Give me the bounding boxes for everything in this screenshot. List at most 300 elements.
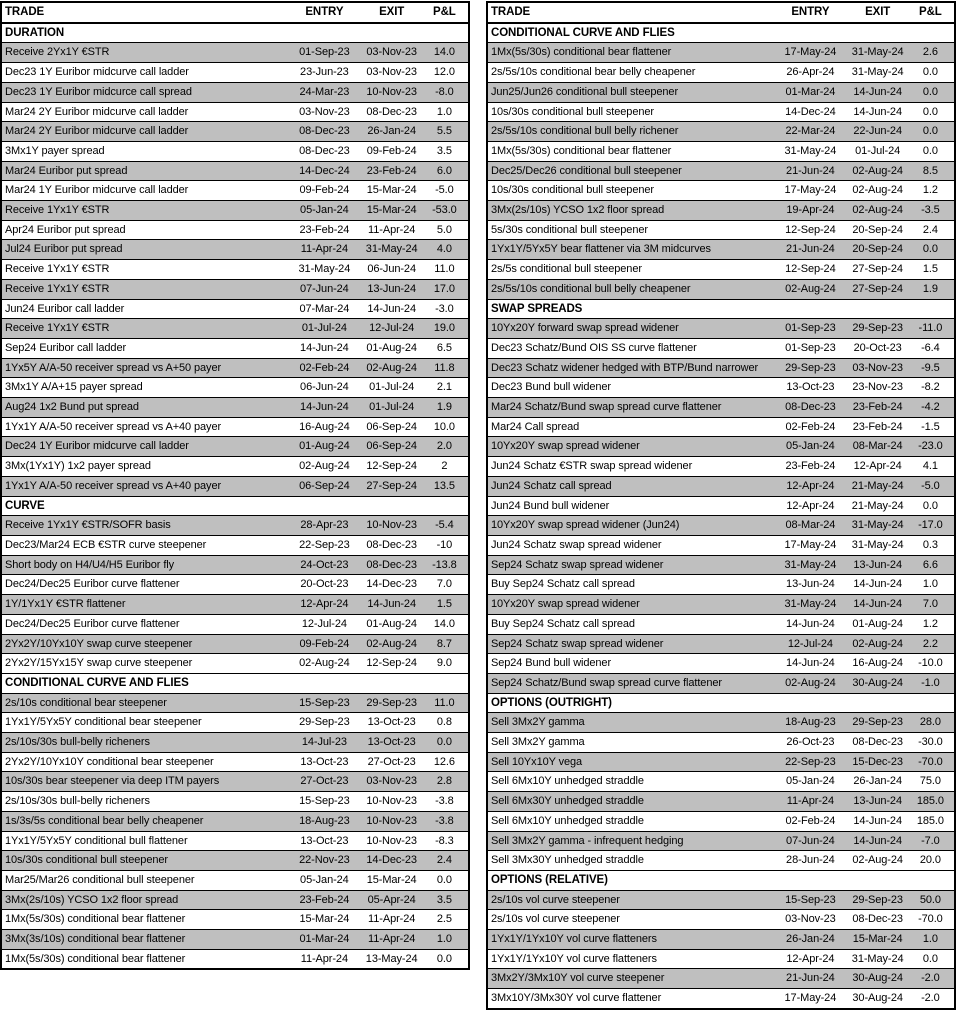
trade-name: Mar24 2Y Euribor midcurve call ladder bbox=[1, 122, 286, 142]
entry-date: 15-Sep-23 bbox=[286, 792, 362, 812]
pnl-value: 19.0 bbox=[421, 319, 469, 339]
entry-date: 26-Jan-24 bbox=[772, 930, 848, 950]
pnl-value: 1.9 bbox=[421, 398, 469, 418]
trade-name: Mar25/Mar26 conditional bull steepener bbox=[1, 870, 286, 890]
exit-date: 08-Dec-23 bbox=[363, 555, 421, 575]
exit-date: 21-May-24 bbox=[849, 476, 907, 496]
entry-date: 12-Jul-24 bbox=[772, 634, 848, 654]
pnl-value: 5.5 bbox=[421, 122, 469, 142]
pnl-value: 0.0 bbox=[907, 122, 955, 142]
trade-name: 1Y/1Yx1Y €STR flattener bbox=[1, 595, 286, 615]
entry-date: 02-Feb-24 bbox=[286, 358, 362, 378]
entry-date: 14-Jun-24 bbox=[772, 614, 848, 634]
pnl-value: 10.0 bbox=[421, 417, 469, 437]
pnl-value: 8.7 bbox=[421, 634, 469, 654]
exit-date: 14-Jun-24 bbox=[849, 82, 907, 102]
exit-date: 31-May-24 bbox=[849, 516, 907, 536]
exit-date: 27-Sep-24 bbox=[849, 260, 907, 280]
table-row bbox=[487, 141, 955, 161]
trades-table-left bbox=[0, 1, 470, 970]
table-row bbox=[1, 63, 469, 83]
pnl-value: -7.0 bbox=[907, 831, 955, 851]
entry-date: 21-Jun-24 bbox=[772, 969, 848, 989]
column-header-row bbox=[1, 2, 469, 23]
entry-date: 16-Aug-24 bbox=[286, 417, 362, 437]
trade-name: Buy Sep24 Schatz call spread bbox=[487, 614, 772, 634]
column-header-exit: EXIT bbox=[363, 2, 421, 23]
table-row bbox=[1, 378, 469, 398]
entry-date: 09-Feb-24 bbox=[286, 181, 362, 201]
entry-date: 28-Apr-23 bbox=[286, 516, 362, 536]
column-header-trade: TRADE bbox=[1, 2, 286, 23]
entry-date: 01-Sep-23 bbox=[772, 319, 848, 339]
trade-name: Jun24 Schatz swap spread widener bbox=[487, 535, 772, 555]
trade-name: Mar24 2Y Euribor midcurve call ladder bbox=[1, 102, 286, 122]
entry-date: 31-May-24 bbox=[772, 141, 848, 161]
entry-date: 18-Aug-23 bbox=[772, 713, 848, 733]
exit-date: 10-Nov-23 bbox=[363, 831, 421, 851]
trade-name: Dec23 Schatz widener hedged with BTP/Bund narrower bbox=[487, 358, 772, 378]
table-row bbox=[1, 535, 469, 555]
trade-name: 5s/30s conditional bull steepener bbox=[487, 220, 772, 240]
trade-name: 10Yx20Y forward swap spread widener bbox=[487, 319, 772, 339]
pnl-value: -53.0 bbox=[421, 201, 469, 221]
entry-date: 15-Sep-23 bbox=[772, 890, 848, 910]
table-row bbox=[487, 575, 955, 595]
exit-date: 14-Jun-24 bbox=[363, 299, 421, 319]
trade-name: Sep24 Bund bull widener bbox=[487, 654, 772, 674]
pnl-value: 1.0 bbox=[907, 930, 955, 950]
exit-date: 16-Aug-24 bbox=[849, 654, 907, 674]
exit-date: 01-Jul-24 bbox=[363, 398, 421, 418]
entry-date: 12-Apr-24 bbox=[286, 595, 362, 615]
exit-date: 30-Aug-24 bbox=[849, 969, 907, 989]
table-row bbox=[487, 476, 955, 496]
section-header-row bbox=[487, 693, 955, 713]
pnl-value: -5.4 bbox=[421, 516, 469, 536]
entry-date: 12-Sep-24 bbox=[772, 220, 848, 240]
trade-name: 10s/30s conditional bull steepener bbox=[487, 102, 772, 122]
pnl-value: -8.2 bbox=[907, 378, 955, 398]
entry-date: 08-Dec-23 bbox=[772, 398, 848, 418]
exit-date: 30-Aug-24 bbox=[849, 989, 907, 1009]
pnl-value: 8.5 bbox=[907, 161, 955, 181]
pnl-value: 1.0 bbox=[421, 930, 469, 950]
entry-date: 03-Nov-23 bbox=[772, 910, 848, 930]
entry-date: 02-Aug-24 bbox=[286, 654, 362, 674]
exit-date: 14-Jun-24 bbox=[849, 811, 907, 831]
entry-date: 14-Jun-24 bbox=[286, 398, 362, 418]
trade-name: Sep24 Schatz/Bund swap spread curve flattener bbox=[487, 673, 772, 693]
entry-date: 12-Apr-24 bbox=[772, 476, 848, 496]
table-row bbox=[1, 43, 469, 63]
column-header-pnl: P&L bbox=[421, 2, 469, 23]
pnl-value: -70.0 bbox=[907, 910, 955, 930]
pnl-value: 0.0 bbox=[907, 949, 955, 969]
exit-date: 15-Mar-24 bbox=[363, 201, 421, 221]
trade-name: 1Yx5Y A/A-50 receiver spread vs A+50 payer bbox=[1, 358, 286, 378]
trade-name: 3Mx(3s/10s) conditional bear flattener bbox=[1, 930, 286, 950]
table-row bbox=[1, 595, 469, 615]
trade-name: Jun24 Schatz €STR swap spread widener bbox=[487, 457, 772, 477]
pnl-value: 185.0 bbox=[907, 811, 955, 831]
pnl-value: 0.0 bbox=[421, 733, 469, 753]
pnl-value: -9.5 bbox=[907, 358, 955, 378]
table-row bbox=[487, 673, 955, 693]
pnl-value: 14.0 bbox=[421, 43, 469, 63]
entry-date: 31-May-24 bbox=[286, 260, 362, 280]
exit-date: 02-Aug-24 bbox=[849, 851, 907, 871]
exit-date: 31-May-24 bbox=[849, 535, 907, 555]
trade-name: Receive 1Yx1Y €STR bbox=[1, 260, 286, 280]
exit-date: 10-Nov-23 bbox=[363, 516, 421, 536]
exit-date: 22-Jun-24 bbox=[849, 122, 907, 142]
table-row bbox=[1, 240, 469, 260]
entry-date: 24-Oct-23 bbox=[286, 555, 362, 575]
trade-name: Sell 3Mx2Y gamma bbox=[487, 733, 772, 753]
section-title: CONDITIONAL CURVE AND FLIES bbox=[1, 673, 469, 693]
table-row bbox=[1, 811, 469, 831]
pnl-value: 0.0 bbox=[907, 82, 955, 102]
trade-name: Receive 1Yx1Y €STR bbox=[1, 201, 286, 221]
entry-date: 17-May-24 bbox=[772, 181, 848, 201]
trade-name: Mar24 1Y Euribor midcurve call ladder bbox=[1, 181, 286, 201]
exit-date: 05-Apr-24 bbox=[363, 890, 421, 910]
exit-date: 23-Feb-24 bbox=[363, 161, 421, 181]
entry-date: 02-Feb-24 bbox=[772, 417, 848, 437]
trade-name: Receive 1Yx1Y €STR bbox=[1, 319, 286, 339]
table-row bbox=[1, 555, 469, 575]
trade-name: 2s/5s/10s conditional bull belly richener bbox=[487, 122, 772, 142]
exit-date: 13-Oct-23 bbox=[363, 733, 421, 753]
exit-date: 29-Sep-23 bbox=[849, 713, 907, 733]
table-row bbox=[487, 733, 955, 753]
pnl-value: 1.2 bbox=[907, 614, 955, 634]
entry-date: 03-Nov-23 bbox=[286, 102, 362, 122]
exit-date: 10-Nov-23 bbox=[363, 811, 421, 831]
entry-date: 02-Feb-24 bbox=[772, 811, 848, 831]
trade-name: Jun24 Schatz call spread bbox=[487, 476, 772, 496]
entry-date: 13-Oct-23 bbox=[286, 752, 362, 772]
trade-name: Sep24 Schatz swap spread widener bbox=[487, 555, 772, 575]
pnl-value: 1.9 bbox=[907, 279, 955, 299]
exit-date: 06-Sep-24 bbox=[363, 417, 421, 437]
table-row bbox=[1, 102, 469, 122]
exit-date: 10-Nov-23 bbox=[363, 82, 421, 102]
trade-name: 1Yx1Y/1Yx10Y vol curve flatteners bbox=[487, 930, 772, 950]
pnl-value: 6.0 bbox=[421, 161, 469, 181]
exit-date: 01-Aug-24 bbox=[849, 614, 907, 634]
trade-name: Short body on H4/U4/H5 Euribor fly bbox=[1, 555, 286, 575]
table-row bbox=[487, 161, 955, 181]
exit-date: 13-Jun-24 bbox=[849, 792, 907, 812]
table-row bbox=[487, 752, 955, 772]
entry-date: 26-Apr-24 bbox=[772, 63, 848, 83]
section-header-row bbox=[1, 673, 469, 693]
table-row bbox=[1, 437, 469, 457]
section-header-row bbox=[1, 23, 469, 43]
section-title: OPTIONS (OUTRIGHT) bbox=[487, 693, 955, 713]
table-row bbox=[487, 358, 955, 378]
section-header-row bbox=[487, 299, 955, 319]
table-row bbox=[487, 181, 955, 201]
exit-date: 20-Sep-24 bbox=[849, 220, 907, 240]
table-row bbox=[1, 181, 469, 201]
table-row bbox=[1, 338, 469, 358]
pnl-value: 2.4 bbox=[421, 851, 469, 871]
entry-date: 23-Jun-23 bbox=[286, 63, 362, 83]
trade-name: 1Mx(5s/30s) conditional bear flattener bbox=[487, 43, 772, 63]
pnl-value: -3.8 bbox=[421, 792, 469, 812]
table-row bbox=[1, 772, 469, 792]
trade-name: Jun25/Jun26 conditional bull steepener bbox=[487, 82, 772, 102]
exit-date: 02-Aug-24 bbox=[363, 634, 421, 654]
exit-date: 14-Jun-24 bbox=[849, 595, 907, 615]
exit-date: 03-Nov-23 bbox=[363, 43, 421, 63]
table-row bbox=[487, 516, 955, 536]
table-row bbox=[487, 851, 955, 871]
pnl-value: 2.2 bbox=[907, 634, 955, 654]
table-row bbox=[487, 338, 955, 358]
entry-date: 19-Apr-24 bbox=[772, 201, 848, 221]
table-row bbox=[1, 752, 469, 772]
pnl-value: 2.8 bbox=[421, 772, 469, 792]
entry-date: 01-Sep-23 bbox=[772, 338, 848, 358]
column-header-exit: EXIT bbox=[849, 2, 907, 23]
exit-date: 23-Feb-24 bbox=[849, 417, 907, 437]
entry-date: 02-Aug-24 bbox=[772, 673, 848, 693]
exit-date: 23-Feb-24 bbox=[849, 398, 907, 418]
exit-date: 29-Sep-23 bbox=[849, 890, 907, 910]
table-row bbox=[487, 496, 955, 516]
table-row bbox=[1, 890, 469, 910]
pnl-value: 5.0 bbox=[421, 220, 469, 240]
entry-date: 11-Apr-24 bbox=[286, 949, 362, 969]
pnl-value: -11.0 bbox=[907, 319, 955, 339]
table-row bbox=[487, 102, 955, 122]
table-row bbox=[487, 319, 955, 339]
trade-name: Dec23 Schatz/Bund OIS SS curve flattener bbox=[487, 338, 772, 358]
trade-name: Receive 1Yx1Y €STR bbox=[1, 279, 286, 299]
trade-name: 1Mx(5s/30s) conditional bear flattener bbox=[487, 141, 772, 161]
exit-date: 09-Feb-24 bbox=[363, 141, 421, 161]
pnl-value: 11.0 bbox=[421, 260, 469, 280]
exit-date: 01-Jul-24 bbox=[363, 378, 421, 398]
exit-date: 14-Jun-24 bbox=[849, 831, 907, 851]
pnl-value: 0.0 bbox=[907, 102, 955, 122]
pnl-value: -3.8 bbox=[421, 811, 469, 831]
exit-date: 12-Sep-24 bbox=[363, 457, 421, 477]
entry-date: 06-Jun-24 bbox=[286, 378, 362, 398]
pnl-value: -30.0 bbox=[907, 733, 955, 753]
pnl-value: -6.4 bbox=[907, 338, 955, 358]
entry-date: 26-Oct-23 bbox=[772, 733, 848, 753]
trade-name: 3Mx(1Yx1Y) 1x2 payer spread bbox=[1, 457, 286, 477]
entry-date: 07-Jun-24 bbox=[772, 831, 848, 851]
table-row bbox=[1, 220, 469, 240]
table-row bbox=[487, 654, 955, 674]
trade-name: Jun24 Bund bull widener bbox=[487, 496, 772, 516]
table-row bbox=[1, 457, 469, 477]
entry-date: 08-Dec-23 bbox=[286, 122, 362, 142]
trade-name: 3Mx10Y/3Mx30Y vol curve flattener bbox=[487, 989, 772, 1009]
table-row bbox=[487, 220, 955, 240]
trade-name: 2Yx2Y/15Yx15Y swap curve steepener bbox=[1, 654, 286, 674]
table-row bbox=[1, 161, 469, 181]
table-row bbox=[487, 457, 955, 477]
pnl-value: 0.0 bbox=[907, 63, 955, 83]
trade-name: 2s/10s/30s bull-belly richeners bbox=[1, 792, 286, 812]
trade-name: 2s/5s conditional bull steepener bbox=[487, 260, 772, 280]
exit-date: 15-Mar-24 bbox=[363, 870, 421, 890]
table-row bbox=[487, 437, 955, 457]
trade-name: Jul24 Euribor put spread bbox=[1, 240, 286, 260]
pnl-value: 4.0 bbox=[421, 240, 469, 260]
entry-date: 11-Apr-24 bbox=[286, 240, 362, 260]
entry-date: 01-Jul-24 bbox=[286, 319, 362, 339]
trade-name: Sep24 Euribor call ladder bbox=[1, 338, 286, 358]
pnl-value: 7.0 bbox=[421, 575, 469, 595]
entry-date: 20-Oct-23 bbox=[286, 575, 362, 595]
entry-date: 09-Feb-24 bbox=[286, 634, 362, 654]
pnl-value: -2.0 bbox=[907, 989, 955, 1009]
table-row bbox=[487, 240, 955, 260]
trade-name: Mar24 Euribor put spread bbox=[1, 161, 286, 181]
table-row bbox=[1, 260, 469, 280]
section-header-row bbox=[487, 870, 955, 890]
trade-name: Dec25/Dec26 conditional bull steepener bbox=[487, 161, 772, 181]
trade-name: 1Mx(5s/30s) conditional bear flattener bbox=[1, 949, 286, 969]
exit-date: 27-Sep-24 bbox=[363, 476, 421, 496]
entry-date: 31-May-24 bbox=[772, 555, 848, 575]
trade-name: Apr24 Euribor put spread bbox=[1, 220, 286, 240]
pnl-value: -8.0 bbox=[421, 82, 469, 102]
pnl-value: -5.0 bbox=[907, 476, 955, 496]
pnl-value: 0.3 bbox=[907, 535, 955, 555]
exit-date: 21-May-24 bbox=[849, 496, 907, 516]
trade-name: 10Yx20Y swap spread widener (Jun24) bbox=[487, 516, 772, 536]
section-title: SWAP SPREADS bbox=[487, 299, 955, 319]
pnl-value: 6.5 bbox=[421, 338, 469, 358]
table-row bbox=[487, 535, 955, 555]
trade-name: 2s/10s conditional bear steepener bbox=[1, 693, 286, 713]
entry-date: 07-Jun-24 bbox=[286, 279, 362, 299]
exit-date: 14-Jun-24 bbox=[849, 102, 907, 122]
trade-name: Dec23/Mar24 ECB €STR curve steepener bbox=[1, 535, 286, 555]
pnl-value: -1.0 bbox=[907, 673, 955, 693]
trade-name: 3Mx1Y payer spread bbox=[1, 141, 286, 161]
column-header-trade: TRADE bbox=[487, 2, 772, 23]
pnl-value: -13.8 bbox=[421, 555, 469, 575]
entry-date: 18-Aug-23 bbox=[286, 811, 362, 831]
table-row bbox=[1, 870, 469, 890]
entry-date: 01-Aug-24 bbox=[286, 437, 362, 457]
table-row bbox=[487, 792, 955, 812]
table-row bbox=[487, 949, 955, 969]
exit-date: 14-Dec-23 bbox=[363, 575, 421, 595]
entry-date: 14-Jul-23 bbox=[286, 733, 362, 753]
entry-date: 12-Apr-24 bbox=[772, 496, 848, 516]
pnl-value: 2 bbox=[421, 457, 469, 477]
table-row bbox=[1, 516, 469, 536]
entry-date: 15-Mar-24 bbox=[286, 910, 362, 930]
entry-date: 05-Jan-24 bbox=[772, 437, 848, 457]
table-row bbox=[487, 930, 955, 950]
entry-date: 12-Apr-24 bbox=[772, 949, 848, 969]
entry-date: 29-Sep-23 bbox=[772, 358, 848, 378]
trade-name: 1Yx1Y/5Yx5Y bear flattener via 3M midcurves bbox=[487, 240, 772, 260]
pnl-value: 11.8 bbox=[421, 358, 469, 378]
entry-date: 22-Mar-24 bbox=[772, 122, 848, 142]
entry-date: 28-Jun-24 bbox=[772, 851, 848, 871]
exit-date: 02-Aug-24 bbox=[849, 634, 907, 654]
table-row bbox=[1, 122, 469, 142]
exit-date: 08-Dec-23 bbox=[849, 910, 907, 930]
pnl-value: -10.0 bbox=[907, 654, 955, 674]
entry-date: 01-Mar-24 bbox=[772, 82, 848, 102]
entry-date: 05-Jan-24 bbox=[286, 201, 362, 221]
trade-name: Mar24 Schatz/Bund swap spread curve flattener bbox=[487, 398, 772, 418]
entry-date: 17-May-24 bbox=[772, 989, 848, 1009]
exit-date: 08-Dec-23 bbox=[849, 733, 907, 753]
table-row bbox=[487, 890, 955, 910]
trade-name: Receive 1Yx1Y €STR/SOFR basis bbox=[1, 516, 286, 536]
exit-date: 13-Jun-24 bbox=[363, 279, 421, 299]
exit-date: 06-Jun-24 bbox=[363, 260, 421, 280]
table-row bbox=[487, 969, 955, 989]
pnl-value: 17.0 bbox=[421, 279, 469, 299]
table-row bbox=[1, 319, 469, 339]
section-title: DURATION bbox=[1, 23, 469, 43]
pnl-value: 0.0 bbox=[421, 949, 469, 969]
entry-date: 02-Aug-24 bbox=[772, 279, 848, 299]
table-row bbox=[1, 713, 469, 733]
exit-date: 03-Nov-23 bbox=[849, 358, 907, 378]
entry-date: 14-Dec-24 bbox=[772, 102, 848, 122]
table-row bbox=[487, 279, 955, 299]
trade-name: 1Yx1Y/1Yx10Y vol curve flatteners bbox=[487, 949, 772, 969]
trade-name: Jun24 Euribor call ladder bbox=[1, 299, 286, 319]
entry-date: 24-Mar-23 bbox=[286, 82, 362, 102]
table-row bbox=[487, 260, 955, 280]
entry-date: 17-May-24 bbox=[772, 535, 848, 555]
pnl-value: 1.5 bbox=[907, 260, 955, 280]
trade-name: Buy Sep24 Schatz call spread bbox=[487, 575, 772, 595]
entry-date: 13-Jun-24 bbox=[772, 575, 848, 595]
entry-date: 12-Sep-24 bbox=[772, 260, 848, 280]
pnl-value: 12.6 bbox=[421, 752, 469, 772]
trade-name: 2s/10s/30s bull-belly richeners bbox=[1, 733, 286, 753]
pnl-value: -10 bbox=[421, 535, 469, 555]
trade-name: Sell 6Mx30Y unhedged straddle bbox=[487, 792, 772, 812]
section-header-row bbox=[487, 23, 955, 43]
exit-date: 14-Dec-23 bbox=[363, 851, 421, 871]
exit-date: 02-Aug-24 bbox=[849, 181, 907, 201]
pnl-value: -3.5 bbox=[907, 201, 955, 221]
table-row bbox=[1, 634, 469, 654]
exit-date: 11-Apr-24 bbox=[363, 930, 421, 950]
pnl-value: 0.0 bbox=[421, 870, 469, 890]
pnl-value: -3.0 bbox=[421, 299, 469, 319]
table-row bbox=[1, 575, 469, 595]
pnl-value: -23.0 bbox=[907, 437, 955, 457]
table-row bbox=[1, 141, 469, 161]
trade-name: Sell 3Mx2Y gamma - infrequent hedging bbox=[487, 831, 772, 851]
entry-date: 13-Oct-23 bbox=[286, 831, 362, 851]
trade-name: 2s/10s vol curve steepener bbox=[487, 910, 772, 930]
trade-name: Sell 6Mx10Y unhedged straddle bbox=[487, 811, 772, 831]
exit-date: 02-Aug-24 bbox=[849, 201, 907, 221]
